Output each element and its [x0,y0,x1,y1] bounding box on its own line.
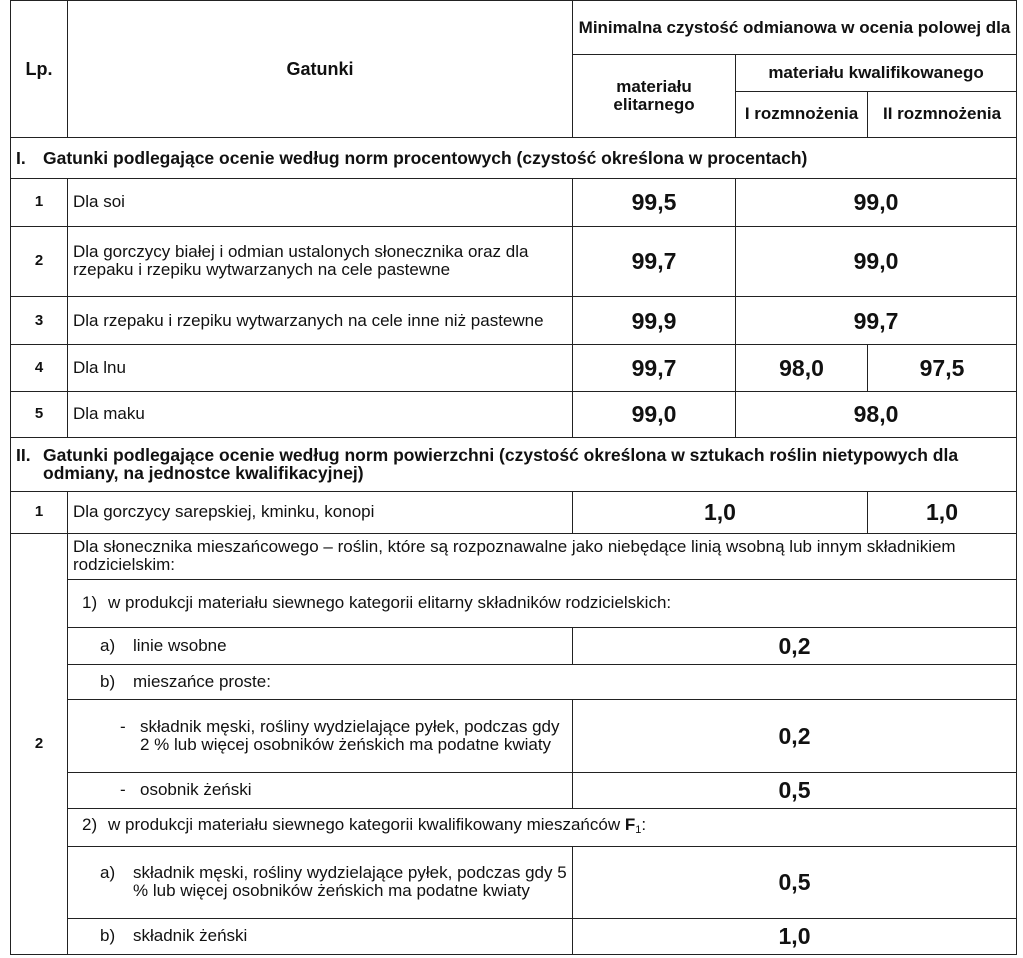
row-species: Dla lnu [68,345,573,391]
row-elite-value: 99,7 [573,226,736,297]
list-marker: a) [100,863,116,883]
section-2-number: II. [16,445,31,466]
female-component-label [68,772,573,808]
header-lp: Lp. [11,1,68,138]
row-lp: 2 [11,533,68,954]
row-lp: 1 [11,179,68,226]
row-qualified-value: 99,7 [736,297,1017,345]
inbred-lines-label [68,627,573,664]
list-text: linie wsobne [133,635,227,655]
row-lp: 4 [11,345,68,391]
table-row [11,808,1017,846]
header-first-propagation: I rozmnożenia [736,91,868,137]
single-crosses-heading [68,664,1017,699]
varietal-purity-table [10,0,1017,955]
row-qualified-value: 1,0 [868,491,1017,533]
list-marker: 2) [82,814,98,834]
inbred-lines-value: 0,2 [573,627,1017,664]
list-marker: - [120,780,126,800]
table-row [11,700,1017,773]
section-1-heading [11,137,1017,178]
header-second-propagation: II rozmnożenia [868,91,1017,137]
row-elite-value: 1,0 [573,491,868,533]
row-lp: 3 [11,297,68,345]
sunflower-intro: Dla słonecznika mieszańcowego – roślin, które są rozpoznawalne jako niebędące linią wsobną lub innym składnikiem rodzicielskim: [68,533,1017,579]
section-1-number: I. [16,148,26,169]
row-species: Dla soi [68,179,573,226]
table-row [11,226,1017,297]
qualified-production-heading [68,808,1017,846]
section-2-heading [11,438,1017,491]
table-row [11,918,1017,954]
row-species: Dla gorczycy białej i odmian ustalonych słonecznika oraz dla rzepaku i rzepiku wytwarzanych na cele pastewne [68,226,573,297]
male-component-value: 0,2 [573,700,1017,773]
header-qualified: materiału kwalifikowanego [736,55,1017,91]
table-row [11,491,1017,533]
list-marker: b) [100,671,116,691]
section-2-title: Gatunki podlegające ocenie według norm powierzchni (czystość określona w sztukach roślin nietypowych dla odmiany, na jednostce kwalifikacyjnej) [43,445,959,484]
row-qualified-value: 99,0 [736,179,1017,226]
elite-production-heading [68,580,1017,627]
list-text: mieszańce proste: [133,671,271,691]
table-row [11,772,1017,808]
row-lp: 1 [11,491,68,533]
row-qualified-value: 99,0 [736,226,1017,297]
row-lp: 2 [11,226,68,297]
hybrid-female-component-value: 1,0 [573,918,1017,954]
row-lp: 5 [11,391,68,437]
table-row [11,345,1017,391]
list-marker: b) [100,926,116,946]
row-elite-value: 99,5 [573,179,736,226]
table-row [11,179,1017,226]
female-component-value: 0,5 [573,772,1017,808]
list-text: składnik męski, rośliny wydzielające pyłek, podczas gdy 2 % lub więcej osobników żeńskich ma podatne kwiaty [140,716,560,754]
list-text: osobnik żeński [140,780,252,800]
row-first-propagation-value: 98,0 [736,345,868,391]
table-row [11,533,1017,579]
table-row [11,847,1017,919]
hybrid-female-component-label [68,918,573,954]
male-component-label [68,700,573,773]
hybrid-male-component-value: 0,5 [573,847,1017,919]
list-marker: 1) [82,593,98,613]
row-elite-value: 99,0 [573,391,736,437]
table-row [11,627,1017,664]
header-min-purity: Minimalna czystość odmianowa w ocenia polowej dla [573,1,1017,55]
row-elite-value: 99,9 [573,297,736,345]
row-species: Dla rzepaku i rzepiku wytwarzanych na cele inne niż pastewne [68,297,573,345]
row-species: Dla maku [68,391,573,437]
list-marker: a) [100,635,116,655]
row-elite-value: 99,7 [573,345,736,391]
section-1-title: Gatunki podlegające ocenie według norm procentowych (czystość określona w procentach) [43,148,808,169]
hybrid-male-component-label [68,847,573,919]
table-row [11,664,1017,699]
header-species: Gatunki [68,1,573,138]
table-row [11,297,1017,345]
list-text: w produkcji materiału siewnego kategorii elitarny składników rodzicielskich: [108,593,672,613]
list-text: w produkcji materiału siewnego kategorii kwalifikowany mieszańców $F_1$: [108,814,647,836]
table-row [11,391,1017,437]
row-second-propagation-value: 97,5 [868,345,1017,391]
list-marker: - [120,716,126,736]
list-text: składnik żeński [133,926,248,946]
row-species: Dla gorczycy sarepskiej, kminku, konopi [68,491,573,533]
row-qualified-value: 98,0 [736,391,1017,437]
header-elite: materiału elitarnego [573,55,736,138]
table-row [11,580,1017,627]
list-text: składnik męski, rośliny wydzielające pyłek, podczas gdy 5 % lub więcej osobników żeńskich ma podatne kwiaty [133,863,567,901]
